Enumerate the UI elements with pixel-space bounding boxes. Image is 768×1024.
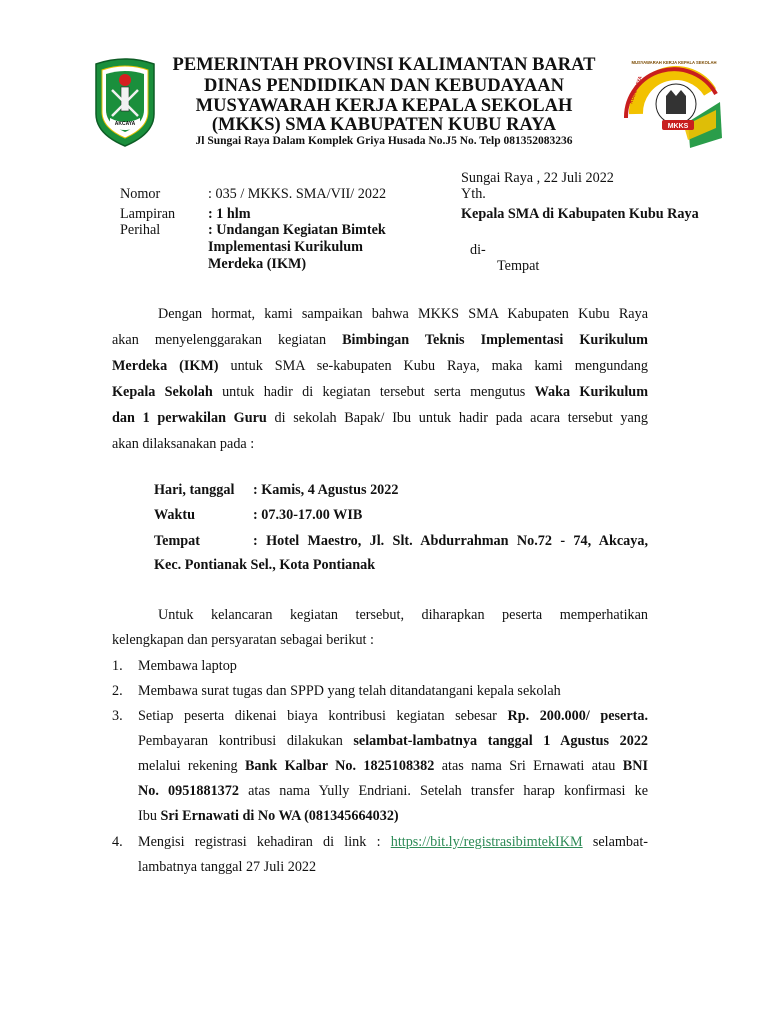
item4-l1b: selambat- [582, 834, 648, 850]
p1-line6: akan dilaksanakan pada : [112, 436, 255, 452]
opening-paragraph [112, 301, 648, 457]
item3-line5 [138, 808, 648, 825]
mkks-logo-side-text: KUBU RAYA [628, 75, 644, 105]
p1-line4b: untuk hadir di kegiatan tersebut serta mengutus [212, 384, 535, 400]
item3-l5a: Ibu [138, 808, 161, 824]
p1-line2a: akan menyelenggarakan kegiatan [112, 332, 343, 348]
nomor-value: : 035 / MKKS. SMA/VII/ 2022 [208, 186, 387, 202]
item3-line1 [138, 708, 648, 725]
yth: Yth. [461, 186, 486, 202]
event-day-label: Hari, tanggal [154, 482, 235, 498]
emblem-banner-text: AKCAYA [114, 121, 136, 127]
item3-l1a: Setiap peserta dikenai biaya kontribusi kegiatan sebesar [138, 708, 508, 724]
recipient: Kepala SMA di Kabupaten Kubu Raya [461, 206, 699, 222]
p1-line4a: Kepala Sekolah [112, 384, 213, 400]
perihal-value-3: Merdeka (IKM) [208, 256, 307, 272]
place-date: Sungai Raya , 22 Juli 2022 [461, 170, 614, 186]
item3-line3 [138, 758, 648, 775]
registration-link[interactable]: https://bit.ly/registrasibimtekIKM [390, 834, 583, 850]
header-department: DINAS PENDIDIKAN DAN KEBUDAYAAN [204, 76, 564, 96]
p1-line5a: dan 1 perwakilan Guru [112, 410, 267, 426]
event-day-value: : Kamis, 4 Agustus 2022 [253, 482, 399, 498]
item3-l4b: atas nama Yully Endriani. Setelah transfer harap konfirmasi ke [238, 783, 648, 799]
item3-l3a: melalui rekening [138, 758, 245, 774]
item3-number: 3. [112, 708, 123, 724]
lampiran-value: : 1 hlm [208, 206, 251, 222]
header-mkks: (MKKS) SMA KABUPATEN KUBU RAYA [211, 115, 557, 135]
item1-number: 1. [112, 658, 123, 674]
p1-line2b: Bimbingan Teknis Implementasi Kurikulum [342, 332, 648, 348]
event-place-value: : Hotel Maestro, Jl. Slt. Abdurrahman No.72 - 74, Akcaya, [253, 533, 648, 549]
perihal-value-1: : Undangan Kegiatan Bimtek [208, 222, 386, 238]
event-place-value-2: Kec. Pontianak Sel., Kota Pontianak [154, 557, 376, 573]
item4-l1a: Mengisi registrasi kehadiran di link : [138, 834, 391, 850]
header-address: Jl Sungai Raya Dalam Komplek Griya Husada No.J5 No. Telp 081352083236 [195, 135, 573, 147]
item1-text: Membawa laptop [138, 658, 237, 674]
item2-text: Membawa surat tugas dan SPPD yang telah ditandatangani kepala sekolah [138, 683, 561, 699]
recipient-di: di- [470, 242, 486, 258]
item3-l5b: Sri Ernawati di No WA (081345664032) [160, 808, 399, 824]
requirements-intro-1 [112, 607, 648, 624]
item3-line4 [138, 783, 648, 800]
recipient-tempat: Tempat [497, 258, 540, 274]
item4-line1 [138, 834, 648, 851]
item3-l3d: BNI [622, 758, 648, 774]
mkks-logo [618, 52, 728, 152]
header-organization: MUSYAWARAH KERJA KEPALA SEKOLAH [195, 96, 573, 116]
item4-number: 4. [112, 834, 123, 850]
perihal-label: Perihal [120, 222, 161, 238]
p1-line1: Dengan hormat, kami sampaikan bahwa MKKS SMA Kabupaten Kubu Raya [158, 306, 648, 322]
requirements-intro-2: kelengkapan dan persyaratan sebagai berikut : [112, 632, 374, 648]
event-place-label: Tempat [154, 533, 200, 549]
item3-line2 [138, 733, 648, 750]
mkks-logo-label: MKKS [667, 123, 689, 130]
event-time-label: Waktu [154, 507, 196, 523]
header-province: PEMERINTAH PROVINSI KALIMANTAN BARAT [172, 55, 596, 75]
item3-l3c: atas nama Sri Ernawati atau [434, 758, 623, 774]
provincial-emblem-logo [92, 56, 158, 148]
item3-l4a: No. 0951881372 [138, 783, 239, 799]
requirements-intro-1-text: Untuk kelancaran kegiatan tersebut, diharapkan peserta memperhatikan [158, 607, 648, 623]
item3-l2a: Pembayaran kontribusi dilakukan [138, 733, 354, 749]
lampiran-label: Lampiran [120, 206, 176, 222]
mkks-logo-arc-text: MUSYAWARAH KERJA KEPALA SEKOLAH [631, 60, 717, 65]
item3-l3b: Bank Kalbar No. 1825108382 [244, 758, 435, 774]
p1-line3a: Merdeka (IKM) [112, 358, 219, 374]
item3-l1b: Rp. 200.000/ peserta. [507, 708, 648, 724]
perihal-value-2: Implementasi Kurikulum [208, 239, 363, 255]
event-time-value: : 07.30-17.00 WIB [253, 507, 363, 523]
p1-line5b: di sekolah Bapak/ Ibu untuk hadir pada acara tersebut yang [266, 410, 648, 426]
item4-line2: lambatnya tanggal 27 Juli 2022 [138, 859, 317, 875]
item3-l2b: selambat-lambatnya tanggal 1 Agustus 2022 [353, 733, 649, 749]
p1-line3b: untuk SMA se-kabupaten Kubu Raya, maka kami mengundang [218, 358, 648, 374]
item2-number: 2. [112, 683, 123, 699]
p1-line4c: Waka Kurikulum [534, 384, 649, 400]
nomor-label: Nomor [120, 186, 161, 202]
